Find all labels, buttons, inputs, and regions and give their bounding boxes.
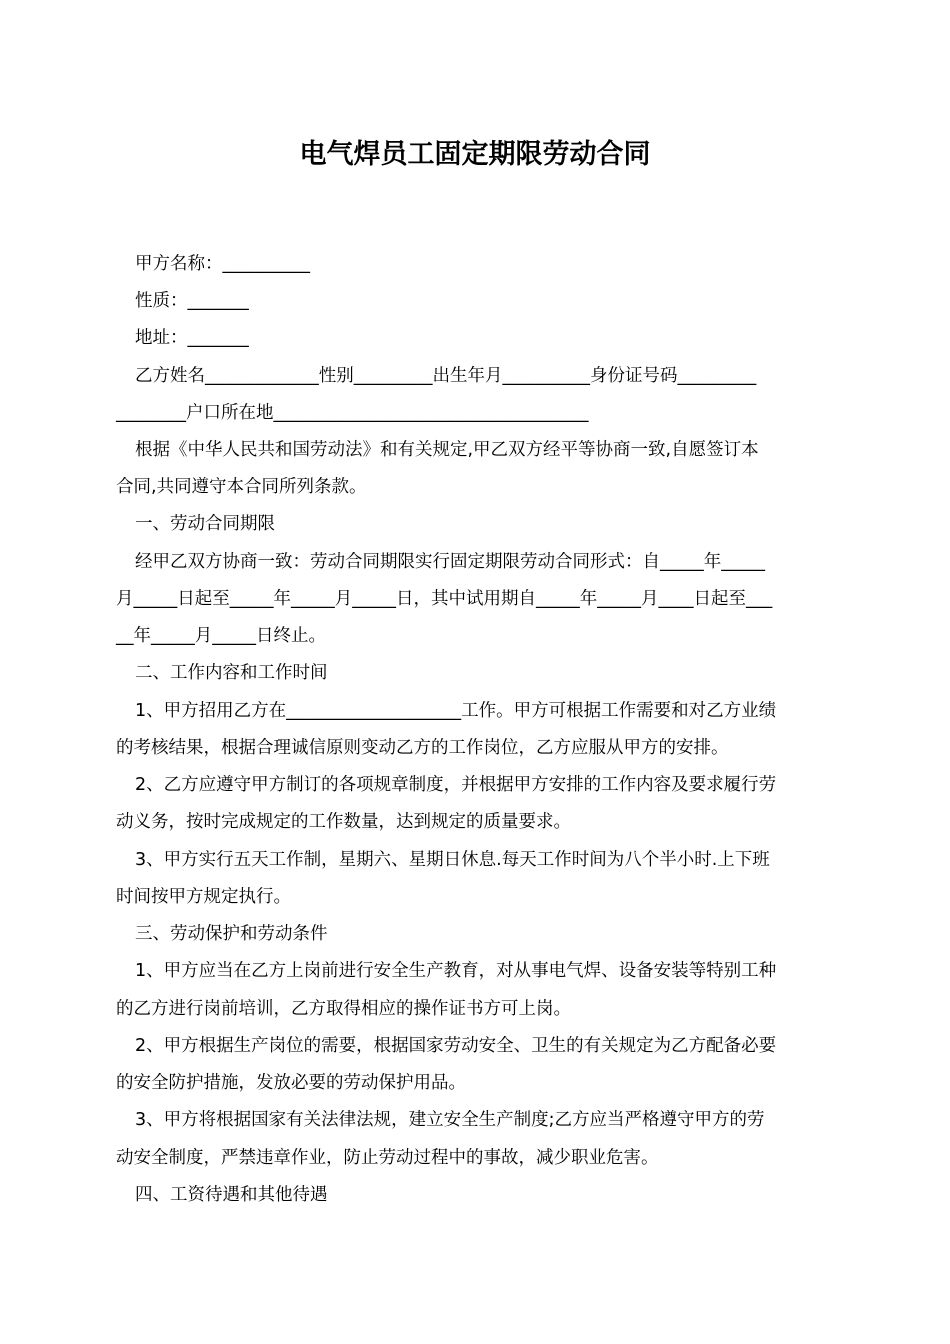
party-b-info-line: 乙方姓名_____________性别_________出生年月__________身份证号码_________ [135,366,757,386]
paragraph-line: 时间按甲方规定执行。 [116,887,291,907]
party-a-address-line: 地址：_______ [135,328,249,348]
party-a-name-line: 甲方名称：__________ [135,254,310,274]
paragraph-line: 1、甲方招用乙方在____________________工作。甲方可根据工作需要和对乙方业绩 [135,701,777,721]
paragraph-line: 月_____日起至_____年_____月_____日，其中试用期自_____年_____月____日起至___ [116,589,773,609]
paragraph-line: 3、甲方实行五天工作制，星期六、星期日休息.每天工作时间为八个半小时.上下班 [135,850,770,870]
paragraph-line: 合同,共同遵守本合同所列条款。 [116,477,367,497]
paragraph-line: 2、甲方根据生产岗位的需要，根据国家劳动安全、卫生的有关规定为乙方配备必要 [135,1036,777,1056]
party-a-nature-line: 性质：_______ [135,291,249,311]
paragraph-line: 动安全制度，严禁违章作业，防止劳动过程中的事故，减少职业危害。 [116,1148,659,1168]
party-b-residence-line: ________户口所在地____________________________________ [116,403,589,423]
section-heading: 四、工资待遇和其他待遇 [135,1185,328,1205]
paragraph-line: 根据《中华人民共和国劳动法》和有关规定,甲乙双方经平等协商一致,自愿签订本 [135,440,759,460]
paragraph-line: 3、甲方将根据国家有关法律法规，建立安全生产制度;乙方应当严格遵守甲方的劳 [135,1110,765,1130]
section-heading: 一、劳动合同期限 [135,514,275,534]
paragraph-line: 的考核结果，根据合理诚信原则变动乙方的工作岗位，乙方应服从甲方的安排。 [116,738,729,758]
paragraph-line: 动义务，按时完成规定的工作数量，达到规定的质量要求。 [116,812,571,832]
paragraph-line: __年_____月_____日终止。 [116,626,326,646]
section-heading: 二、工作内容和工作时间 [135,663,328,683]
paragraph-line: 经甲乙双方协商一致：劳动合同期限实行固定期限劳动合同形式：自_____年_____ [135,552,765,572]
paragraph-line: 2、乙方应遵守甲方制订的各项规章制度，并根据甲方安排的工作内容及要求履行劳 [135,775,777,795]
section-heading: 三、劳动保护和劳动条件 [135,924,328,944]
paragraph-line: 的乙方进行岗前培训，乙方取得相应的操作证书方可上岗。 [116,999,571,1019]
paragraph-line: 1、甲方应当在乙方上岗前进行安全生产教育，对从事电气焊、设备安装等特别工种 [135,961,777,981]
paragraph-line: 的安全防护措施，发放必要的劳动保护用品。 [116,1073,466,1093]
document-title: 电气焊员工固定期限劳动合同 [299,139,651,170]
